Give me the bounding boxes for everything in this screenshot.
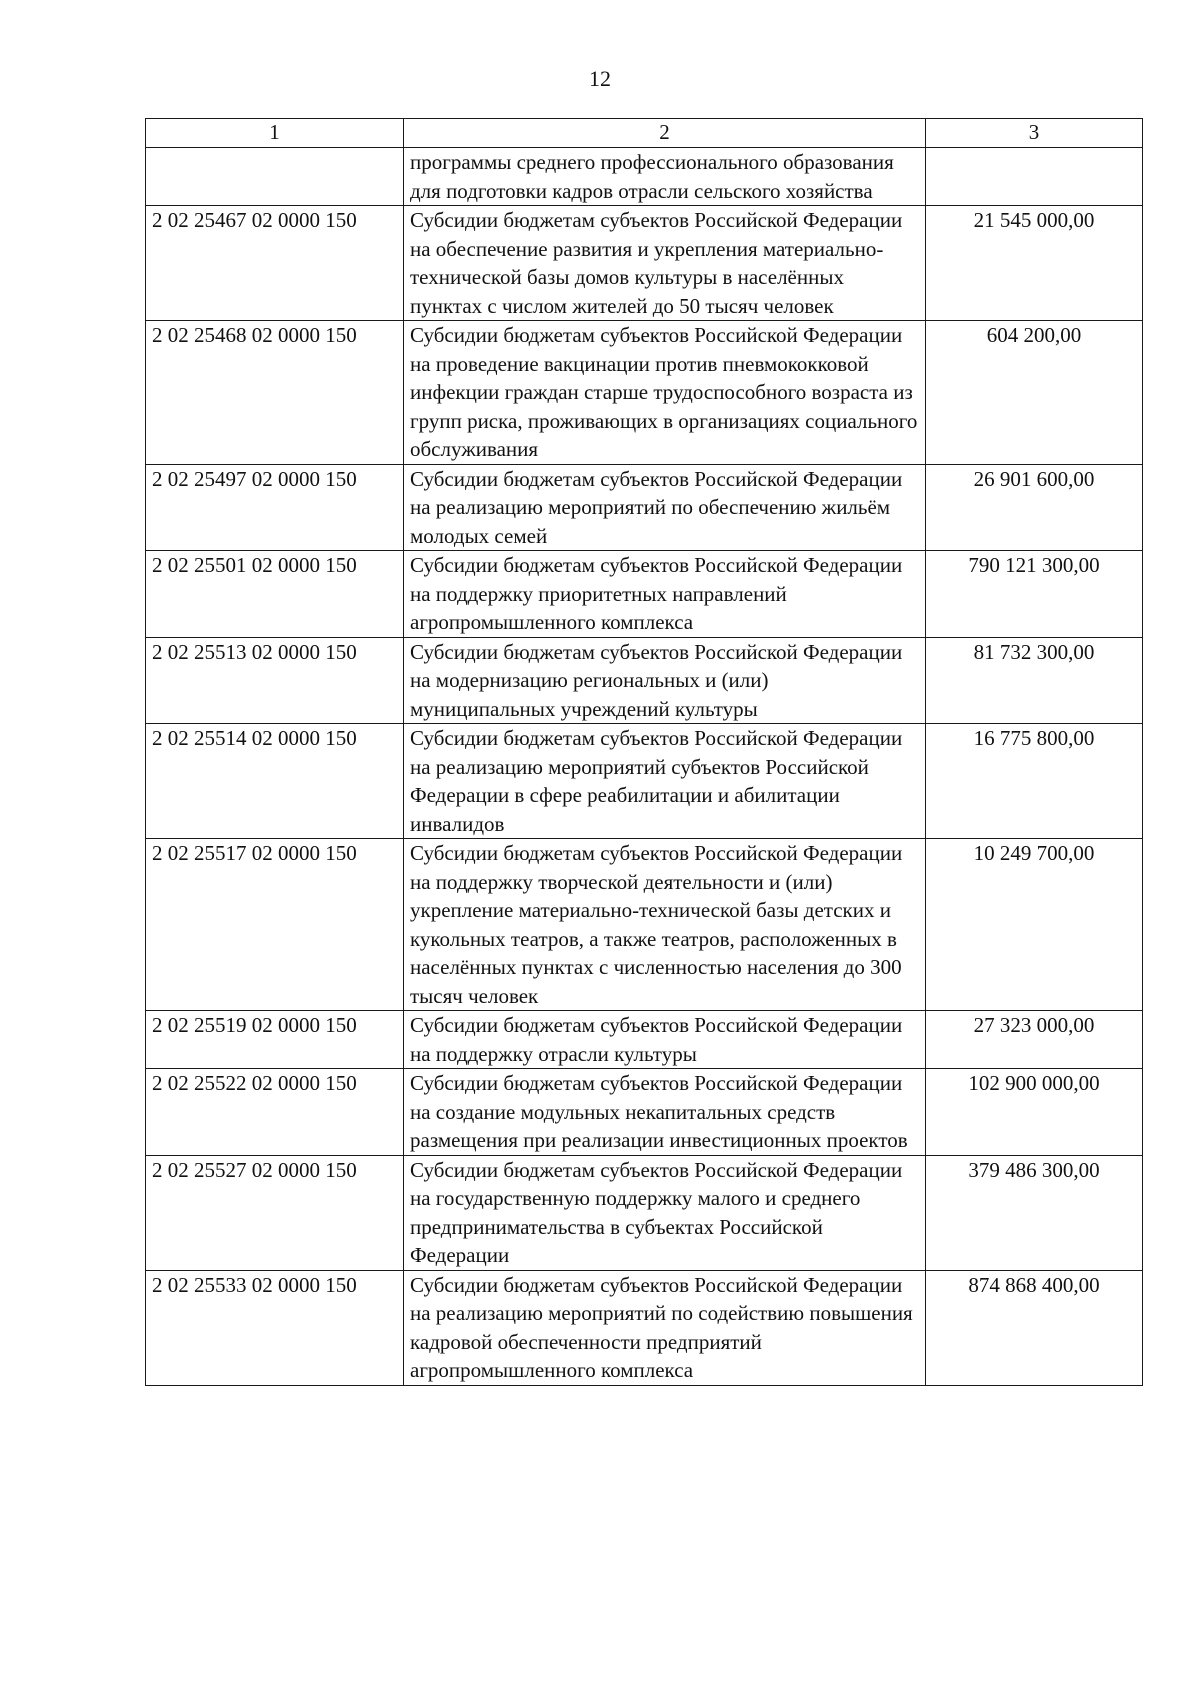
description-cell: Субсидии бюджетам субъектов Российской Федерации на проведение вакцинации против пневмококковой инфекции граждан старше трудоспособного возраста из групп риска, проживающих в организациях социального обслуживания — [404, 321, 926, 465]
budget-code-cell: 2 02 25527 02 0000 150 — [146, 1155, 404, 1270]
budget-code-cell: 2 02 25501 02 0000 150 — [146, 551, 404, 638]
amount-cell: 790 121 300,00 — [926, 551, 1143, 638]
amount-cell: 874 868 400,00 — [926, 1270, 1143, 1385]
description-cell: Субсидии бюджетам субъектов Российской Федерации на реализацию мероприятий по обеспечению жильём молодых семей — [404, 464, 926, 551]
budget-code-cell: 2 02 25517 02 0000 150 — [146, 839, 404, 1011]
table-row — [146, 637, 1143, 724]
amount-cell: 10 249 700,00 — [926, 839, 1143, 1011]
table-row — [146, 206, 1143, 321]
column-header-name: 2 — [404, 119, 926, 148]
amount-cell: 26 901 600,00 — [926, 464, 1143, 551]
description-cell: Субсидии бюджетам субъектов Российской Федерации на модернизацию региональных и (или) муниципальных учреждений культуры — [404, 637, 926, 724]
table-row — [146, 839, 1143, 1011]
table-row — [146, 1011, 1143, 1069]
amount-cell: 379 486 300,00 — [926, 1155, 1143, 1270]
description-cell: Субсидии бюджетам субъектов Российской Федерации на реализацию мероприятий по содействию повышения кадровой обеспеченности предприятий агропромышленного комплекса — [404, 1270, 926, 1385]
table-row — [146, 1069, 1143, 1156]
budget-code-cell: 2 02 25514 02 0000 150 — [146, 724, 404, 839]
budget-code-cell: 2 02 25533 02 0000 150 — [146, 1270, 404, 1385]
table-row — [146, 1155, 1143, 1270]
column-header-sum: 3 — [926, 119, 1143, 148]
amount-cell — [926, 148, 1143, 206]
amount-cell: 16 775 800,00 — [926, 724, 1143, 839]
table-row — [146, 551, 1143, 638]
budget-code-cell: 2 02 25522 02 0000 150 — [146, 1069, 404, 1156]
table-header-row — [146, 119, 1143, 148]
amount-cell: 81 732 300,00 — [926, 637, 1143, 724]
table-row — [146, 1270, 1143, 1385]
page-number: 12 — [589, 66, 611, 91]
budget-code-cell — [146, 148, 404, 206]
budget-code-cell: 2 02 25497 02 0000 150 — [146, 464, 404, 551]
budget-code-cell: 2 02 25468 02 0000 150 — [146, 321, 404, 465]
description-cell: Субсидии бюджетам субъектов Российской Федерации на поддержку отрасли культуры — [404, 1011, 926, 1069]
description-cell: Субсидии бюджетам субъектов Российской Федерации на поддержку приоритетных направлений агропромышленного комплекса — [404, 551, 926, 638]
description-cell: Субсидии бюджетам субъектов Российской Федерации на государственную поддержку малого и среднего предпринимательства в субъектах Российской Федерации — [404, 1155, 926, 1270]
budget-code-cell: 2 02 25467 02 0000 150 — [146, 206, 404, 321]
table-row — [146, 724, 1143, 839]
amount-cell: 604 200,00 — [926, 321, 1143, 465]
budget-code-cell: 2 02 25513 02 0000 150 — [146, 637, 404, 724]
amount-cell: 102 900 000,00 — [926, 1069, 1143, 1156]
description-cell: Субсидии бюджетам субъектов Российской Федерации на создание модульных некапитальных средств размещения при реализации инвестиционных проектов — [404, 1069, 926, 1156]
table-row — [146, 321, 1143, 465]
column-header-code: 1 — [146, 119, 404, 148]
budget-table — [145, 118, 1143, 1386]
description-cell: Субсидии бюджетам субъектов Российской Федерации на обеспечение развития и укрепления материально-технической базы домов культуры в населённых пунктах с числом жителей до 50 тысяч человек — [404, 206, 926, 321]
description-cell: Субсидии бюджетам субъектов Российской Федерации на поддержку творческой деятельности и (или) укрепление материально-технической базы детских и кукольных театров, а также театров, расположенных в населённых пунктах с численностью населения до 300 тысяч человек — [404, 839, 926, 1011]
budget-code-cell: 2 02 25519 02 0000 150 — [146, 1011, 404, 1069]
description-cell: программы среднего профессионального образования для подготовки кадров отрасли сельского хозяйства — [404, 148, 926, 206]
table-row — [146, 148, 1143, 206]
description-cell: Субсидии бюджетам субъектов Российской Федерации на реализацию мероприятий субъектов Российской Федерации в сфере реабилитации и абилитации инвалидов — [404, 724, 926, 839]
table-row — [146, 464, 1143, 551]
amount-cell: 21 545 000,00 — [926, 206, 1143, 321]
amount-cell: 27 323 000,00 — [926, 1011, 1143, 1069]
